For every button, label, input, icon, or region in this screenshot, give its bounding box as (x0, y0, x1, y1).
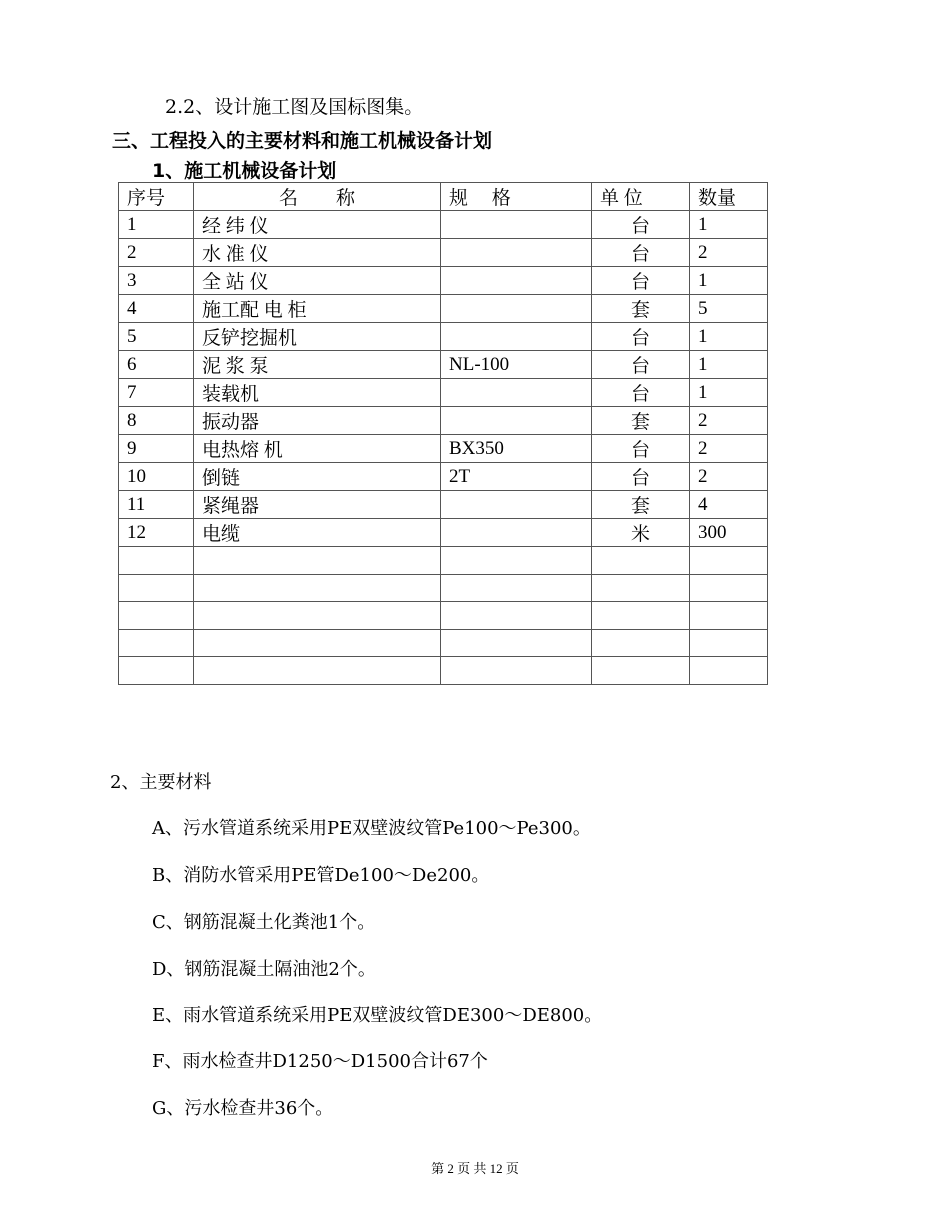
table-cell: 300 (690, 519, 768, 547)
table-cell: 台 (592, 267, 690, 295)
table-cell (441, 295, 592, 323)
table-row (119, 379, 768, 407)
table-row (119, 239, 768, 267)
table-cell: 台 (592, 323, 690, 351)
table-cell: BX350 (441, 435, 592, 463)
table-header-row (119, 183, 768, 211)
table-header-cell: 单 位 (592, 183, 690, 211)
table-cell (441, 519, 592, 547)
table-row (119, 435, 768, 463)
table-cell: 6 (119, 351, 194, 379)
table-cell: 7 (119, 379, 194, 407)
table-cell (441, 491, 592, 519)
table-cell: 8 (119, 407, 194, 435)
table-header-cell: 序号 (119, 183, 194, 211)
section-heading-3: 三、工程投入的主要材料和施工机械设备计划 (112, 130, 493, 152)
material-item: D、钢筋混凝土隔油池2个。 (152, 959, 376, 980)
table-cell: 套 (592, 295, 690, 323)
table-cell: 5 (690, 295, 768, 323)
table-cell: 2 (119, 239, 194, 267)
subsection-heading-equipment: 1、施工机械设备计划 (152, 160, 337, 182)
table-cell: 4 (690, 491, 768, 519)
table-row (119, 602, 768, 630)
table-cell (194, 602, 441, 630)
table-cell (441, 657, 592, 685)
table-cell: 水 准 仪 (194, 239, 441, 267)
table-cell: 施工配 电 柜 (194, 295, 441, 323)
table-cell (441, 602, 592, 630)
table-cell: 1 (690, 379, 768, 407)
table-cell: 经 纬 仪 (194, 211, 441, 239)
page-footer: 第 2 页 共 12 页 (431, 1161, 519, 1176)
table-cell (592, 657, 690, 685)
table-cell: 12 (119, 519, 194, 547)
material-item: G、污水检查井36个。 (152, 1098, 334, 1119)
table-cell: 反铲挖掘机 (194, 323, 441, 351)
table-row (119, 519, 768, 547)
material-item: F、雨水检查井D1250～D1500合计67个 (152, 1051, 488, 1072)
table-cell: 5 (119, 323, 194, 351)
table-cell (690, 574, 768, 602)
table-row (119, 491, 768, 519)
table-cell: 紧绳器 (194, 491, 441, 519)
table-cell: 1 (690, 267, 768, 295)
table-cell (194, 547, 441, 575)
table-cell: 1 (690, 323, 768, 351)
table-cell (441, 239, 592, 267)
table-cell: 10 (119, 463, 194, 491)
table-cell (592, 602, 690, 630)
table-cell (119, 547, 194, 575)
table-cell (592, 629, 690, 657)
table-cell (194, 574, 441, 602)
section-2-2-text: 2.2、设计施工图及国标图集。 (165, 96, 424, 118)
table-cell (690, 629, 768, 657)
table-cell: NL-100 (441, 351, 592, 379)
table-cell: 米 (592, 519, 690, 547)
table-cell: 2T (441, 463, 592, 491)
table-cell (690, 602, 768, 630)
table-cell: 3 (119, 267, 194, 295)
table-cell: 台 (592, 435, 690, 463)
table-row (119, 463, 768, 491)
table-cell: 2 (690, 239, 768, 267)
table-cell (441, 407, 592, 435)
table-cell: 台 (592, 463, 690, 491)
table-cell (119, 574, 194, 602)
table-cell (119, 629, 194, 657)
table-row (119, 574, 768, 602)
table-cell (441, 574, 592, 602)
table-cell: 倒链 (194, 463, 441, 491)
table-row (119, 267, 768, 295)
materials-heading: 2、主要材料 (110, 772, 212, 793)
table-row (119, 629, 768, 657)
table-row (119, 407, 768, 435)
table-row (119, 211, 768, 239)
table-header-cell: 名 称 (194, 183, 441, 211)
table-cell: 台 (592, 211, 690, 239)
table-cell: 1 (690, 211, 768, 239)
table-cell (690, 547, 768, 575)
table-cell (441, 211, 592, 239)
table-cell: 2 (690, 407, 768, 435)
table-cell (441, 323, 592, 351)
table-cell: 台 (592, 239, 690, 267)
table-cell (441, 547, 592, 575)
table-cell: 2 (690, 435, 768, 463)
material-item: B、消防水管采用PE管De100～De200。 (152, 865, 490, 886)
table-cell: 1 (119, 211, 194, 239)
table-cell: 振动器 (194, 407, 441, 435)
table-cell: 台 (592, 379, 690, 407)
material-item: A、污水管道系统采用PE双壁波纹管Pe100～Pe300。 (152, 818, 591, 839)
equipment-table (118, 182, 768, 685)
table-row (119, 295, 768, 323)
table-cell: 4 (119, 295, 194, 323)
table-cell (194, 629, 441, 657)
table-cell (592, 574, 690, 602)
table-cell: 装载机 (194, 379, 441, 407)
material-item: C、钢筋混凝土化粪池1个。 (152, 912, 376, 933)
material-item: E、雨水管道系统采用PE双壁波纹管DE300～DE800。 (152, 1005, 603, 1026)
table-cell (592, 547, 690, 575)
table-cell: 11 (119, 491, 194, 519)
table-cell: 电缆 (194, 519, 441, 547)
table-cell (690, 657, 768, 685)
table-cell: 套 (592, 491, 690, 519)
table-cell: 2 (690, 463, 768, 491)
table-cell: 电热熔 机 (194, 435, 441, 463)
table-row (119, 657, 768, 685)
table-header-cell: 规 格 (441, 183, 592, 211)
table-cell: 台 (592, 351, 690, 379)
table-cell (119, 602, 194, 630)
table-row (119, 547, 768, 575)
table-cell (441, 267, 592, 295)
table-cell: 全 站 仪 (194, 267, 441, 295)
table-cell (441, 379, 592, 407)
table-cell: 泥 浆 泵 (194, 351, 441, 379)
table-row (119, 323, 768, 351)
table-cell (119, 657, 194, 685)
table-cell (441, 629, 592, 657)
table-header-cell: 数量 (690, 183, 768, 211)
table-cell (194, 657, 441, 685)
table-cell: 套 (592, 407, 690, 435)
table-cell: 1 (690, 351, 768, 379)
table-row (119, 351, 768, 379)
table-cell: 9 (119, 435, 194, 463)
